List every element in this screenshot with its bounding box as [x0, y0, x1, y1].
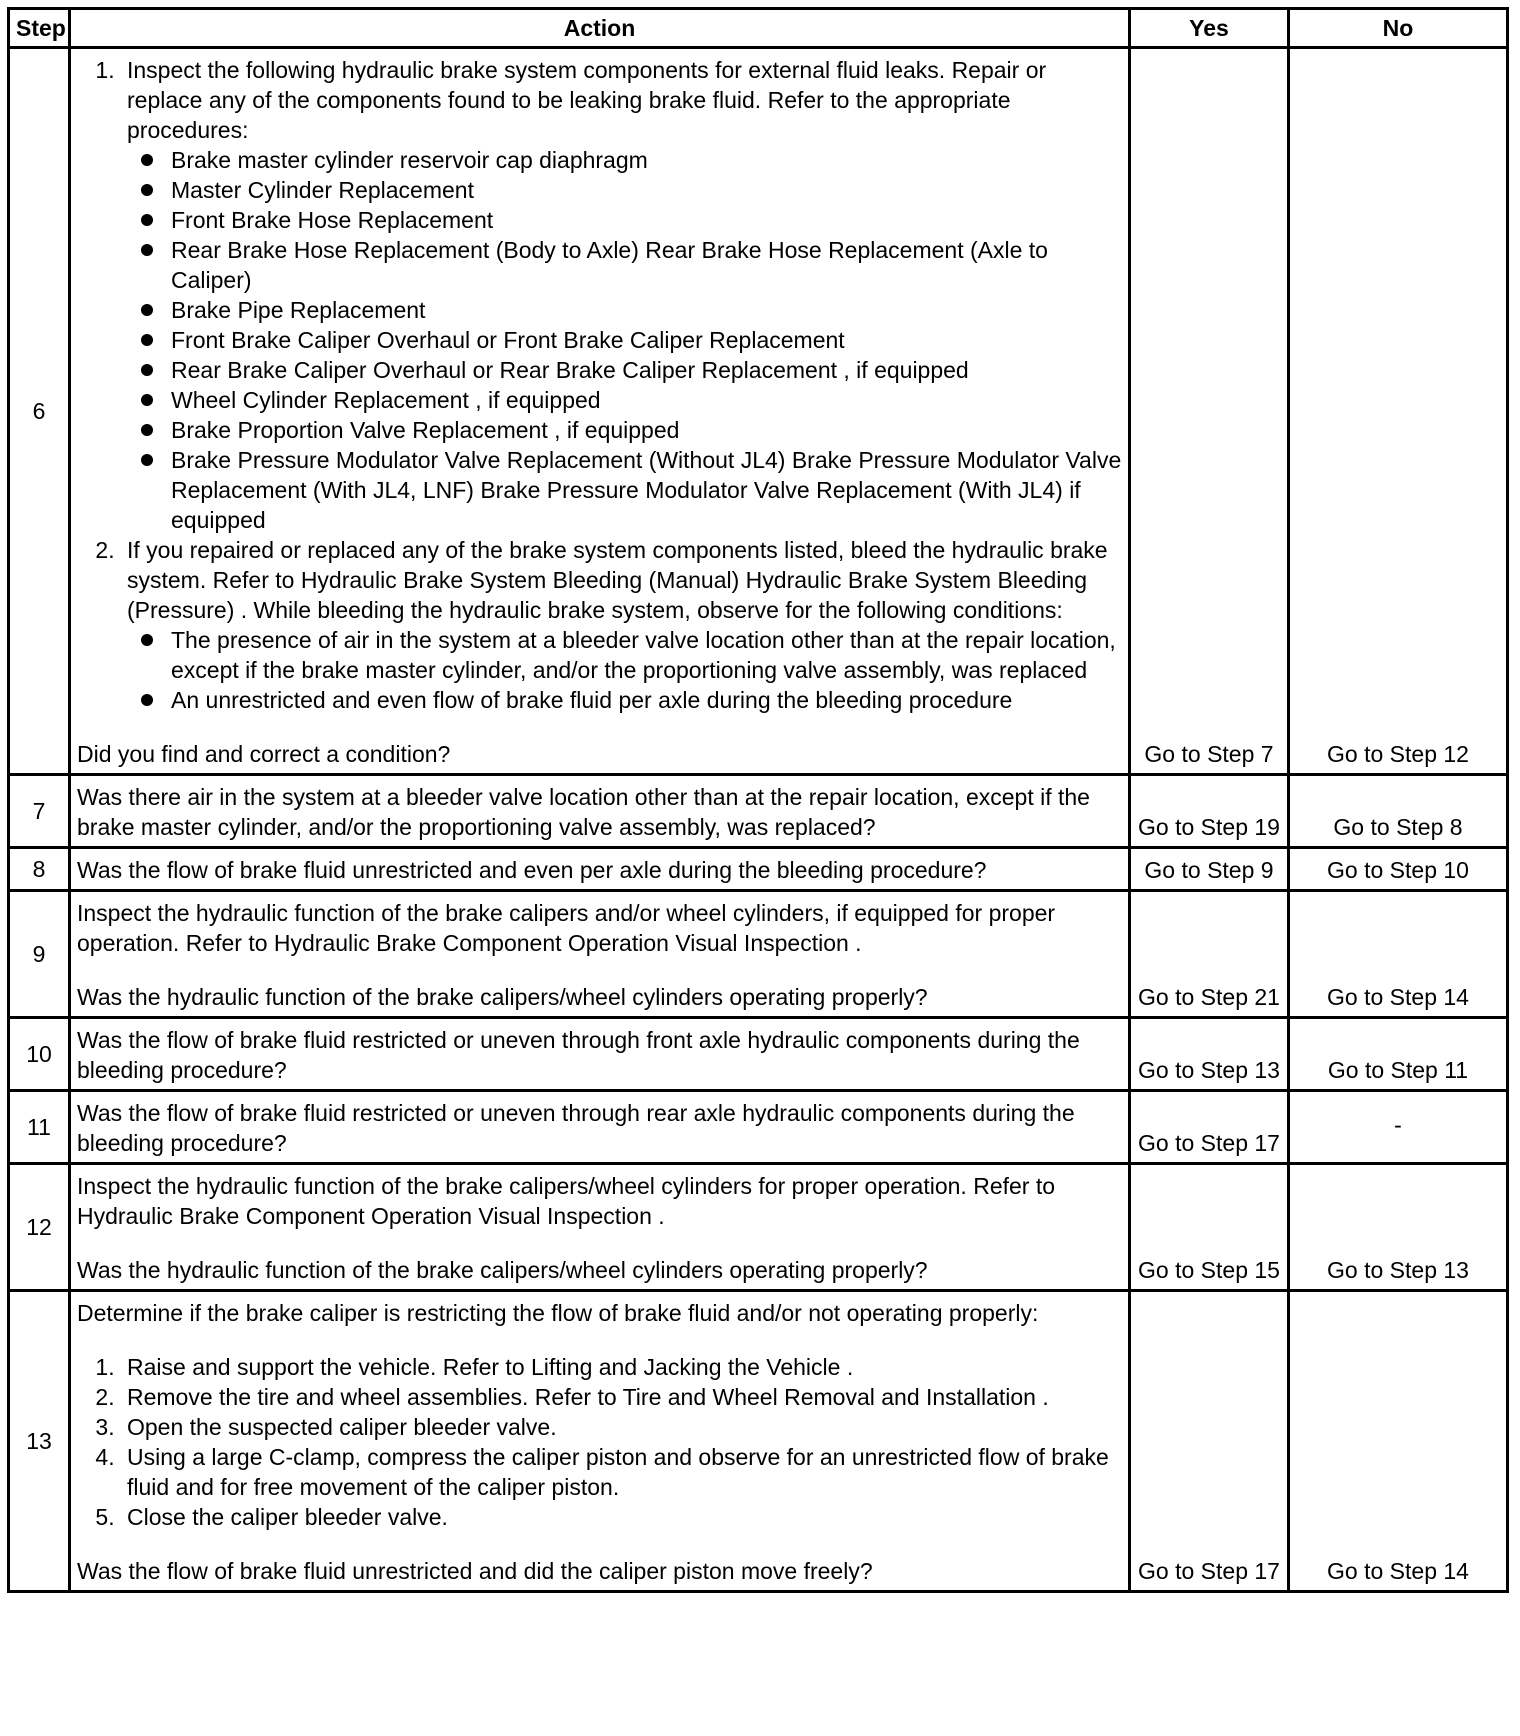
step-number: 6	[9, 48, 70, 775]
question-text: Was there air in the system at a bleeder valve location other than at the repair location, except if the brake master cylinder, and/or the proportioning valve assembly, was replaced?	[77, 784, 1090, 840]
header-step: Step	[9, 9, 70, 48]
list-item: 1. Raise and support the vehicle. Refer to Lifting and Jacking the Vehicle .	[121, 1352, 1122, 1382]
no-result: Go to Step 14	[1289, 1291, 1508, 1592]
diagnostic-table-page	[7, 7, 1506, 1593]
header-no: No	[1289, 9, 1508, 48]
yes-result: Go to Step 19	[1130, 775, 1289, 848]
yes-result: Go to Step 13	[1130, 1018, 1289, 1091]
list-item: 5. Close the caliper bleeder valve.	[121, 1502, 1122, 1532]
table-row-step-10	[9, 1018, 1508, 1091]
condition-bullet-list	[127, 625, 1122, 715]
list-item: Master Cylinder Replacement	[171, 175, 1122, 205]
no-result: Go to Step 11	[1289, 1018, 1508, 1091]
step-number: 13	[9, 1291, 70, 1592]
action-cell	[70, 48, 1130, 775]
question-text: Was the flow of brake fluid restricted or uneven through rear axle hydraulic components during the bleeding procedure?	[77, 1100, 1075, 1156]
list-item: Front Brake Caliper Overhaul or Front Brake Caliper Replacement	[171, 325, 1122, 355]
list-item: Brake Proportion Valve Replacement , if equipped	[171, 415, 1122, 445]
yes-result: Go to Step 21	[1130, 891, 1289, 1018]
list-item: Brake master cylinder reservoir cap diaphragm	[171, 145, 1122, 175]
table-row-step-11	[9, 1091, 1508, 1164]
table-row-step-13	[9, 1291, 1508, 1592]
list-item: 4. Using a large C-clamp, compress the caliper piston and observe for an unrestricted flow of brake fluid and for free movement of the caliper piston.	[121, 1442, 1122, 1502]
question-text: Was the flow of brake fluid unrestricted and did the caliper piston move freely?	[77, 1558, 873, 1584]
procedure-item: 1. Inspect the following hydraulic brake system components for external fluid leaks. Repair or replace any of the components found to be leaking brake fluid. Refer to the appropriate procedures: Brake master cylinder reservoir cap diaphragm Master Cylinder Replacement Front Brake Hose Replacement Rear Brake Hose Replacement (Body to Axle) Rear Brake Hose Replacement (Axle to Caliper) Brake Pipe Replacement Front Brake Caliper Overhaul or Front Brake Caliper Replacement Rear Brake Caliper Overhaul or Rear Brake Caliper Replacement , if equipped Wheel Cylinder Replacement , if equipped Brake Proportion Valve Replacement , if equipped Brake Pressure Modulator Valve Replacement (Without JL4) Brake Pressure Modulator Valve Replacement (With JL4, LNF) Brake Pressure Modulator Valve Replacement (With JL4) if equipped	[121, 55, 1122, 535]
yes-result: Go to Step 9	[1130, 848, 1289, 891]
no-result: Go to Step 8	[1289, 775, 1508, 848]
action-cell	[70, 1018, 1130, 1091]
question-text: Did you find and correct a condition?	[77, 741, 451, 767]
list-item: The presence of air in the system at a bleeder valve location other than at the repair location, except if the brake master cylinder, and/or the proportioning valve assembly, was replaced	[171, 625, 1122, 685]
list-item: Front Brake Hose Replacement	[171, 205, 1122, 235]
list-item: Rear Brake Hose Replacement (Body to Axle) Rear Brake Hose Replacement (Axle to Caliper)	[171, 235, 1122, 295]
header-action: Action	[70, 9, 1130, 48]
no-result: Go to Step 14	[1289, 891, 1508, 1018]
list-item: Brake Pressure Modulator Valve Replacement (Without JL4) Brake Pressure Modulator Valve Replacement (With JL4, LNF) Brake Pressure Modulator Valve Replacement (With JL4) if equipped	[171, 447, 1122, 533]
instruction-text: Inspect the hydraulic function of the brake calipers and/or wheel cylinders, if equipped for proper operation. Refer to Hydraulic Brake Component Operation Visual Inspection .	[77, 900, 1056, 956]
step-number: 11	[9, 1091, 70, 1164]
instruction-text: Inspect the hydraulic function of the brake calipers/wheel cylinders for proper operation. Refer to Hydraulic Brake Component Operation Visual Inspection .	[77, 1173, 1056, 1229]
list-item: 3. Open the suspected caliper bleeder valve.	[121, 1412, 1122, 1442]
step-number: 7	[9, 775, 70, 848]
yes-result: Go to Step 7	[1130, 48, 1289, 775]
action-cell	[70, 775, 1130, 848]
yes-result: Go to Step 17	[1130, 1291, 1289, 1592]
action-cell	[70, 848, 1130, 891]
question-text: Was the flow of brake fluid restricted or uneven through front axle hydraulic components during the bleeding procedure?	[77, 1027, 1080, 1083]
question-text: Was the hydraulic function of the brake calipers/wheel cylinders operating properly?	[77, 1257, 928, 1283]
procedure-item: 2. If you repaired or replaced any of the brake system components listed, bleed the hydraulic brake system. Refer to Hydraulic Brake System Bleeding (Manual) Hydraulic Brake System Bleeding (Pressure) . While bleeding the hydraulic brake system, observe for the following conditions: The presence of air in the system at a bleeder valve location other than at the repair location, except if the brake master cylinder, and/or the proportioning valve assembly, was replaced An unrestricted and even flow of brake fluid per axle during the bleeding procedure	[121, 535, 1122, 715]
no-result: -	[1289, 1091, 1508, 1164]
step-number: 12	[9, 1164, 70, 1291]
list-item: Brake Pipe Replacement	[171, 295, 1122, 325]
component-bullet-list	[127, 145, 1122, 535]
table-row-step-7	[9, 775, 1508, 848]
table-row-step-9	[9, 891, 1508, 1018]
header-yes: Yes	[1130, 9, 1289, 48]
list-item: 2. Remove the tire and wheel assemblies. Refer to Tire and Wheel Removal and Installation .	[121, 1382, 1122, 1412]
no-result: Go to Step 10	[1289, 848, 1508, 891]
action-cell	[70, 1164, 1130, 1291]
table-row-step-6	[9, 48, 1508, 775]
table-row-step-8	[9, 848, 1508, 891]
question-text: Was the hydraulic function of the brake calipers/wheel cylinders operating properly?	[77, 984, 928, 1010]
action-cell	[70, 1291, 1130, 1592]
procedure-list	[77, 55, 1122, 715]
action-cell	[70, 1091, 1130, 1164]
yes-result: Go to Step 15	[1130, 1164, 1289, 1291]
instruction-text: Determine if the brake caliper is restricting the flow of brake fluid and/or not operating properly:	[77, 1300, 1039, 1326]
table-row-step-12	[9, 1164, 1508, 1291]
list-item: An unrestricted and even flow of brake fluid per axle during the bleeding procedure	[171, 685, 1122, 715]
no-result: Go to Step 13	[1289, 1164, 1508, 1291]
action-cell	[70, 891, 1130, 1018]
list-item: Rear Brake Caliper Overhaul or Rear Brake Caliper Replacement , if equipped	[171, 355, 1122, 385]
step-number: 9	[9, 891, 70, 1018]
list-item: Wheel Cylinder Replacement , if equipped	[171, 385, 1122, 415]
question-text: Was the flow of brake fluid unrestricted and even per axle during the bleeding procedure?	[77, 857, 987, 883]
step-number: 10	[9, 1018, 70, 1091]
step-number: 8	[9, 848, 70, 891]
no-result: Go to Step 12	[1289, 48, 1508, 775]
table-header-row	[9, 9, 1508, 48]
yes-result: Go to Step 17	[1130, 1091, 1289, 1164]
procedure-list	[77, 1352, 1122, 1532]
diagnostic-table	[7, 7, 1509, 1593]
